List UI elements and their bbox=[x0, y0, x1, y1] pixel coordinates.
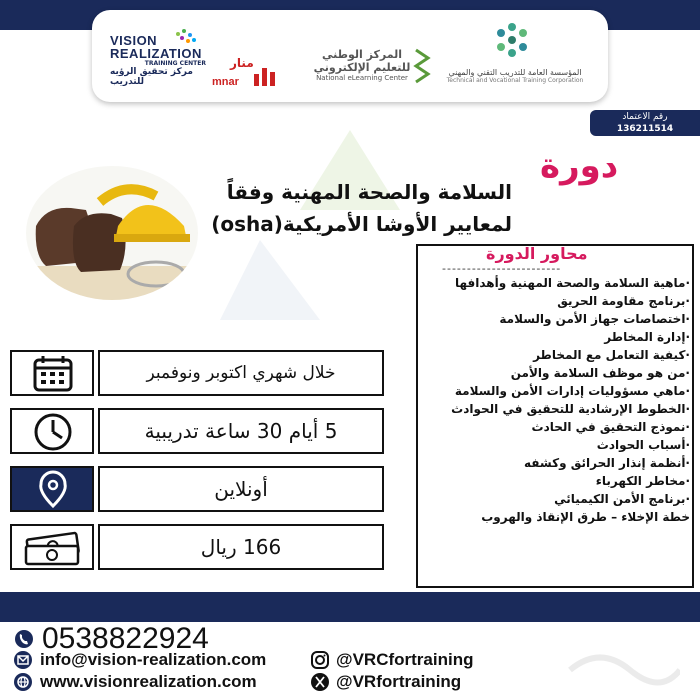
price-row bbox=[10, 524, 384, 570]
accreditation-label: رقم الاعتماد bbox=[622, 112, 668, 122]
instagram-icon bbox=[310, 650, 330, 670]
accreditation-number: 136211514 bbox=[616, 124, 674, 134]
vr-subtitle: TRAINING CENTER bbox=[144, 60, 206, 67]
logo-card bbox=[92, 10, 608, 102]
vr-arabic-name: مركز تحقيق الرؤيه للتدريب bbox=[110, 67, 193, 87]
instagram-row bbox=[310, 650, 473, 670]
email-row bbox=[14, 650, 266, 670]
location-icon-box bbox=[10, 466, 94, 512]
schedule-icon-box bbox=[10, 350, 94, 396]
money-icon bbox=[22, 528, 86, 568]
course-axes-divider: ------------------------ bbox=[442, 262, 562, 275]
vision-realization-logo bbox=[110, 34, 210, 87]
website-link[interactable]: www.visionrealization.com bbox=[40, 672, 257, 691]
list-item: ·إدارة المخاطر bbox=[604, 330, 690, 344]
price-icon-box bbox=[10, 524, 94, 570]
nec-arabic-line2: للتعليم الإلكتروني bbox=[313, 61, 411, 74]
course-title-line1: السلامة والصحة المهنية وفقاً bbox=[226, 180, 512, 204]
duration-row bbox=[10, 408, 384, 454]
email-link[interactable]: info@vision-realization.com bbox=[40, 650, 267, 669]
course-word: دورة bbox=[540, 146, 619, 186]
tvtc-english: Technical and Vocational Training Corporation bbox=[446, 77, 584, 84]
mnar-bars-icon bbox=[252, 64, 282, 88]
tvtc-logo bbox=[420, 68, 610, 84]
list-item: خطة الإخلاء – طرق الإنقاذ والهروب bbox=[481, 510, 690, 524]
course-axes-list bbox=[420, 274, 690, 526]
vr-title-line1: VISION bbox=[110, 33, 158, 48]
x-logo-icon bbox=[310, 672, 330, 692]
accreditation-badge bbox=[590, 110, 700, 136]
mnar-logo-en: mnar bbox=[212, 76, 239, 88]
map-pin-icon bbox=[29, 470, 77, 510]
instagram-handle[interactable]: @VRCfortraining bbox=[336, 650, 474, 669]
nec-arabic-line1: المركز الوطني bbox=[322, 48, 402, 61]
safety-gear-illustration bbox=[26, 166, 198, 300]
phone-icon bbox=[14, 629, 34, 649]
list-item: ·برنامج مقاومة الحريق bbox=[557, 294, 690, 308]
calendar-icon bbox=[29, 354, 77, 394]
location-row bbox=[10, 466, 384, 512]
duration-text: 5 أيام 30 ساعة تدريبية bbox=[98, 408, 384, 454]
vr-dots-icon bbox=[170, 26, 200, 50]
list-item: ·اختصاصات جهاز الأمن والسلامة bbox=[499, 312, 690, 326]
list-item: ·ماهي مسؤوليات إدارات الأمن والسلامة bbox=[454, 384, 690, 398]
vr-title-line2: REALIZATION bbox=[110, 46, 202, 61]
clock-icon bbox=[29, 412, 77, 452]
price-text: 166 ريال bbox=[98, 524, 384, 570]
list-item: ·أنظمة إنذار الحرائق وكشفه bbox=[523, 456, 690, 470]
list-item: ·الخطوط الإرشادية للتحقيق في الحوادث bbox=[451, 402, 690, 416]
list-item: ·أسباب الحوادث bbox=[596, 438, 690, 452]
tvtc-arabic: المؤسسة العامة للتدريب التقني والمهني bbox=[448, 68, 582, 77]
list-item: ·مخاطر الكهرباء bbox=[595, 474, 690, 488]
schedule-row bbox=[10, 350, 384, 396]
email-icon bbox=[14, 651, 32, 669]
nec-logo bbox=[292, 48, 432, 82]
x-handle[interactable]: @VRfortraining bbox=[336, 672, 462, 691]
globe-icon bbox=[14, 673, 32, 691]
schedule-text: خلال شهري اكتوبر ونوفمبر bbox=[98, 350, 384, 396]
list-item: ·ماهية السلامة والصحة المهنية وأهدافها bbox=[454, 276, 690, 290]
nec-english: National eLearning Center bbox=[316, 74, 408, 82]
course-axes-title: محاور الدورة bbox=[486, 244, 588, 263]
list-item: ·نموذج التحقيق في الحادث bbox=[531, 420, 690, 434]
mnar-logo-ar: منار bbox=[230, 56, 254, 70]
list-item: ·من هو موظف السلامة والأمن bbox=[510, 366, 690, 380]
x-row bbox=[310, 672, 461, 692]
bottom-band bbox=[0, 592, 700, 622]
website-row bbox=[14, 672, 257, 692]
phone-number[interactable]: 0538822924 bbox=[42, 622, 209, 655]
watermark bbox=[560, 640, 680, 697]
safety-gear-image bbox=[26, 166, 198, 300]
list-item: ·برنامج الأمن الكيميائي bbox=[554, 492, 690, 506]
location-text: أونلاين bbox=[98, 466, 384, 512]
list-item: ·كيفية التعامل مع المخاطر bbox=[533, 348, 690, 362]
course-title-line2: لمعايير الأوشا الأمريكية(osha) bbox=[211, 212, 512, 236]
duration-icon-box bbox=[10, 408, 94, 454]
tvtc-emblem-icon bbox=[492, 18, 532, 66]
